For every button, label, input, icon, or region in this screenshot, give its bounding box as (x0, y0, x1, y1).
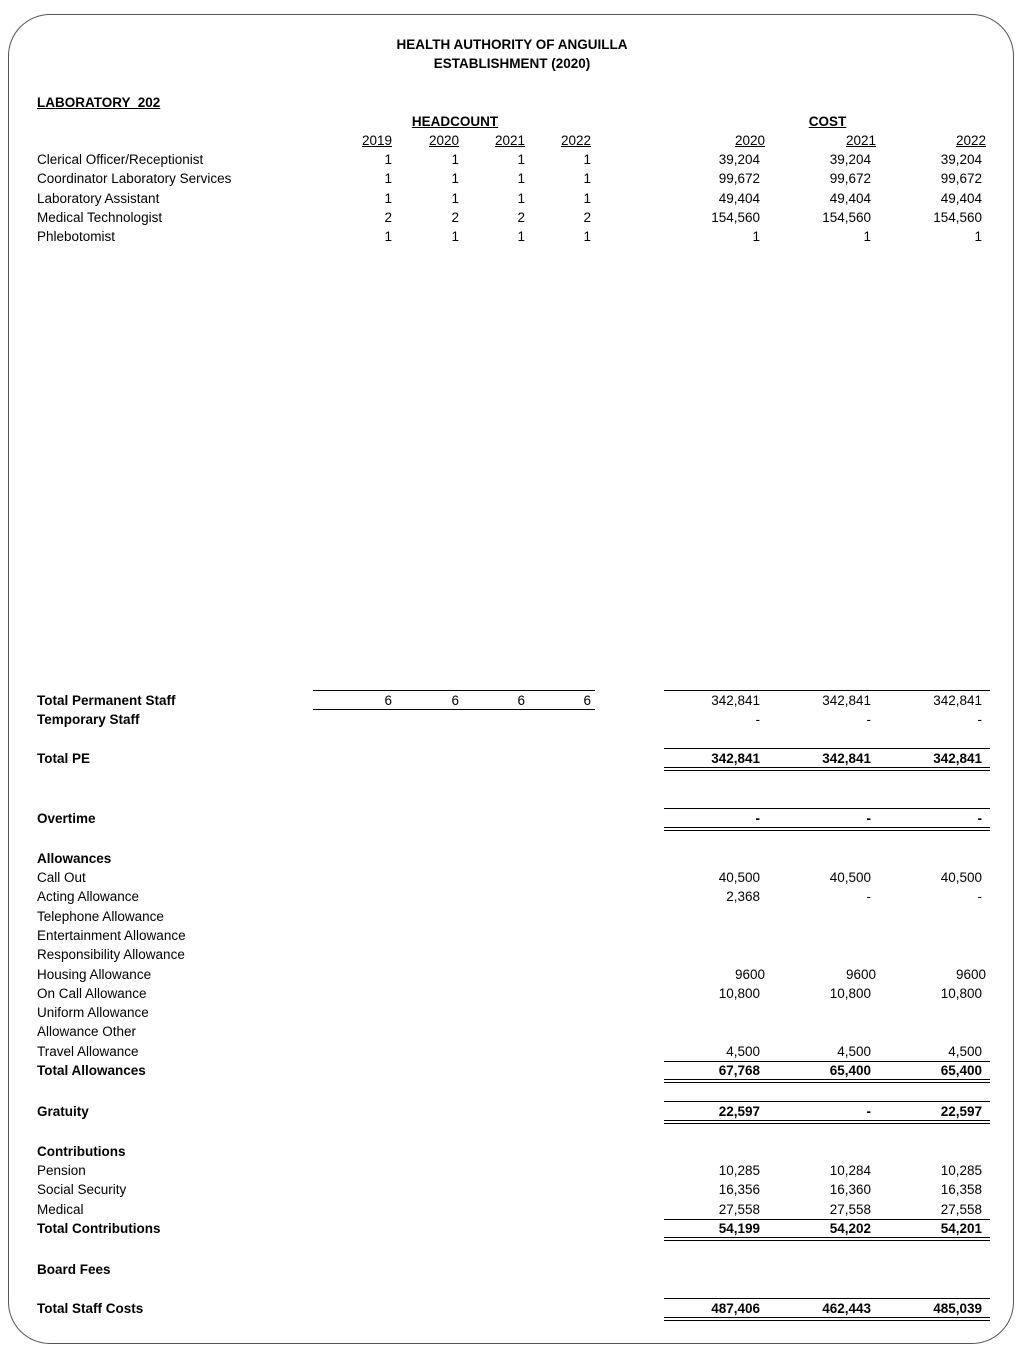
total-pe-label: Total PE (37, 751, 91, 766)
rule-grand-bottom-1 (664, 1317, 990, 1318)
headcount-cell: 1 (583, 152, 591, 167)
allowance-cost: 40,500 (940, 870, 982, 885)
cost-cell: 154,560 (933, 209, 982, 225)
contribution-name: Pension (37, 1163, 86, 1178)
total-pe-cost: 342,841 (822, 751, 871, 766)
cost-cell: 99,672 (718, 171, 760, 187)
rule-overtime-bottom-2 (664, 830, 990, 831)
rule-cost-top (664, 690, 990, 691)
allowance-name: Allowance Other (37, 1024, 137, 1040)
total-staff-costs-label: Total Staff Costs (37, 1301, 144, 1316)
rule-allowances-bottom-1 (664, 1079, 990, 1080)
total-contributions-cost: 54,201 (940, 1221, 982, 1236)
rule-allowances-top (664, 1061, 990, 1062)
rule-gratuity-bottom-1 (664, 1120, 990, 1121)
cost-cell: 99,672 (940, 171, 982, 187)
contribution-cost: 10,284 (829, 1163, 871, 1178)
gratuity-cost: 22,597 (940, 1104, 982, 1119)
staff-name: Phlebotomist (37, 229, 116, 245)
rule-pe-top (664, 748, 990, 749)
allowance-cost: 4,500 (837, 1043, 871, 1059)
section-title: LABORATORY 202 (37, 95, 161, 110)
headcount-cell: 1 (451, 152, 459, 167)
headcount-cell: 1 (517, 190, 525, 206)
cost-cell: 154,560 (711, 209, 760, 225)
allowance-cost: 9600 (734, 966, 765, 982)
cost-cell: 1 (752, 229, 760, 245)
allowance-cost: 2,368 (726, 889, 760, 905)
allowance-name: Uniform Allowance (37, 1005, 149, 1021)
total-pe-cost: 342,841 (711, 751, 760, 766)
cost-cell: 99,672 (829, 171, 871, 187)
cost-cell: 49,404 (940, 190, 982, 206)
headcount-cell: 1 (517, 152, 525, 167)
allowance-cost: 4,500 (726, 1043, 760, 1059)
gratuity-label: Gratuity (37, 1104, 89, 1119)
allowance-name: Telephone Allowance (37, 908, 164, 924)
headcount-cell: 1 (384, 171, 392, 187)
allowance-cost: - (977, 889, 982, 905)
total-permanent-label: Total Permanent Staff (37, 693, 176, 708)
rule-overtime-bottom-1 (664, 827, 990, 828)
contribution-cost: 27,558 (940, 1201, 982, 1217)
headcount-cell: 1 (583, 190, 591, 206)
total-permanent-cost: 342,841 (711, 693, 760, 708)
contributions-heading: Contributions (37, 1144, 126, 1159)
total-staff-costs-cost: 462,443 (822, 1301, 871, 1316)
headcount-year: 2021 (494, 133, 525, 148)
cost-cell: 1 (974, 229, 982, 245)
contribution-cost: 16,356 (718, 1182, 760, 1198)
headcount-cell: 1 (583, 171, 591, 187)
cost-cell: 39,204 (829, 152, 871, 167)
total-headcount-cell: 6 (517, 693, 525, 708)
cost-cell: 39,204 (718, 152, 760, 167)
rule-gratuity-top (664, 1101, 990, 1102)
rule-grand-top (664, 1298, 990, 1299)
headcount-year: 2020 (428, 133, 459, 148)
headcount-cell: 1 (384, 152, 392, 167)
allowance-name: Travel Allowance (37, 1043, 139, 1059)
board-fees-label: Board Fees (37, 1262, 111, 1277)
headcount-cell: 1 (384, 190, 392, 206)
staff-name: Laboratory Assistant (37, 190, 160, 206)
overtime-cost: - (977, 811, 982, 826)
cost-cell: 39,204 (940, 152, 982, 167)
gratuity-cost: 22,597 (718, 1104, 760, 1119)
rule-gratuity-bottom-2 (664, 1123, 990, 1124)
total-staff-costs-cost: 485,039 (933, 1301, 982, 1316)
staff-name: Medical Technologist (37, 209, 163, 225)
headcount-cell: 1 (517, 229, 525, 245)
allowance-cost: 9600 (955, 966, 986, 982)
rule-pe-bottom-1 (664, 767, 990, 768)
headcount-cell: 2 (451, 209, 459, 225)
temporary-cost: - (755, 712, 760, 727)
contribution-name: Medical (37, 1201, 84, 1217)
rule-overtime-top (664, 808, 990, 809)
allowance-name: Housing Allowance (37, 966, 152, 982)
contribution-cost: 27,558 (829, 1201, 871, 1217)
contribution-cost: 16,358 (940, 1182, 982, 1198)
allowance-cost: 10,800 (718, 985, 760, 1001)
total-permanent-cost: 342,841 (933, 693, 982, 708)
total-headcount-cell: 6 (384, 693, 392, 708)
headcount-cell: 1 (583, 229, 591, 245)
allowances-heading: Allowances (37, 851, 112, 866)
gratuity-cost: - (866, 1104, 871, 1119)
headcount-year: 2019 (361, 133, 392, 148)
allowance-cost: 9600 (845, 966, 876, 982)
total-contributions-cost: 54,202 (829, 1221, 871, 1236)
temporary-staff-label: Temporary Staff (37, 712, 140, 727)
contribution-cost: 10,285 (940, 1163, 982, 1178)
contribution-name: Social Security (37, 1182, 127, 1198)
rule-contributions-top (664, 1219, 990, 1220)
allowance-name: Acting Allowance (37, 889, 140, 905)
headcount-year: 2022 (560, 133, 591, 148)
contribution-cost: 27,558 (718, 1201, 760, 1217)
contribution-cost: 10,285 (718, 1163, 760, 1178)
cost-cell: 49,404 (829, 190, 871, 206)
total-permanent-cost: 342,841 (822, 693, 871, 708)
cost-year: 2021 (845, 133, 876, 148)
overtime-cost: - (755, 811, 760, 826)
cost-heading: COST (808, 114, 847, 129)
allowance-cost: 10,800 (829, 985, 871, 1001)
cost-cell: 1 (863, 229, 871, 245)
total-contributions-label: Total Contributions (37, 1221, 161, 1236)
cost-year: 2022 (955, 133, 986, 148)
allowance-name: On Call Allowance (37, 985, 147, 1001)
total-allowances-label: Total Allowances (37, 1063, 146, 1078)
allowance-cost: 40,500 (718, 870, 760, 885)
allowance-cost: 4,500 (948, 1043, 982, 1059)
allowance-cost: - (866, 889, 871, 905)
headcount-cell: 2 (583, 209, 591, 225)
allowance-cost: 40,500 (829, 870, 871, 885)
temporary-cost: - (977, 712, 982, 727)
total-allowances-cost: 65,400 (940, 1063, 982, 1078)
staff-name: Coordinator Laboratory Services (37, 171, 232, 187)
total-allowances-cost: 65,400 (829, 1063, 871, 1078)
rule-contributions-bottom-1 (664, 1237, 990, 1238)
cost-year: 2020 (734, 133, 765, 148)
headcount-cell: 1 (517, 171, 525, 187)
overtime-cost: - (866, 811, 871, 826)
rule-hc-top (313, 690, 595, 691)
temporary-cost: - (866, 712, 871, 727)
allowance-cost: 10,800 (940, 985, 982, 1001)
headcount-heading: HEADCOUNT (411, 114, 499, 129)
headcount-cell: 2 (517, 209, 525, 225)
allowance-name: Call Out (37, 870, 86, 885)
cost-cell: 49,404 (718, 190, 760, 206)
allowance-name: Entertainment Allowance (37, 927, 186, 943)
rule-pe-bottom-2 (664, 770, 990, 771)
headcount-cell: 1 (451, 190, 459, 206)
rule-grand-bottom-2 (664, 1320, 990, 1321)
staff-name: Clerical Officer/Receptionist (37, 152, 204, 167)
total-staff-costs-cost: 487,406 (711, 1301, 760, 1316)
headcount-cell: 1 (384, 229, 392, 245)
headcount-cell: 1 (451, 229, 459, 245)
headcount-cell: 1 (451, 171, 459, 187)
report-title: HEALTH AUTHORITY OF ANGUILLA (396, 37, 628, 52)
report-subtitle: ESTABLISHMENT (2020) (433, 56, 591, 71)
rule-allowances-bottom-2 (664, 1082, 990, 1083)
total-contributions-cost: 54,199 (718, 1221, 760, 1236)
overtime-label: Overtime (37, 811, 96, 826)
total-headcount-cell: 6 (583, 693, 591, 708)
total-pe-cost: 342,841 (933, 751, 982, 766)
total-allowances-cost: 67,768 (718, 1063, 760, 1078)
total-headcount-cell: 6 (451, 693, 459, 708)
contribution-cost: 16,360 (829, 1182, 871, 1198)
headcount-cell: 2 (384, 209, 392, 225)
cost-cell: 154,560 (822, 209, 871, 225)
allowance-name: Responsibility Allowance (37, 947, 185, 963)
rule-contributions-bottom-2 (664, 1240, 990, 1241)
rule-hc-bottom (313, 709, 595, 710)
